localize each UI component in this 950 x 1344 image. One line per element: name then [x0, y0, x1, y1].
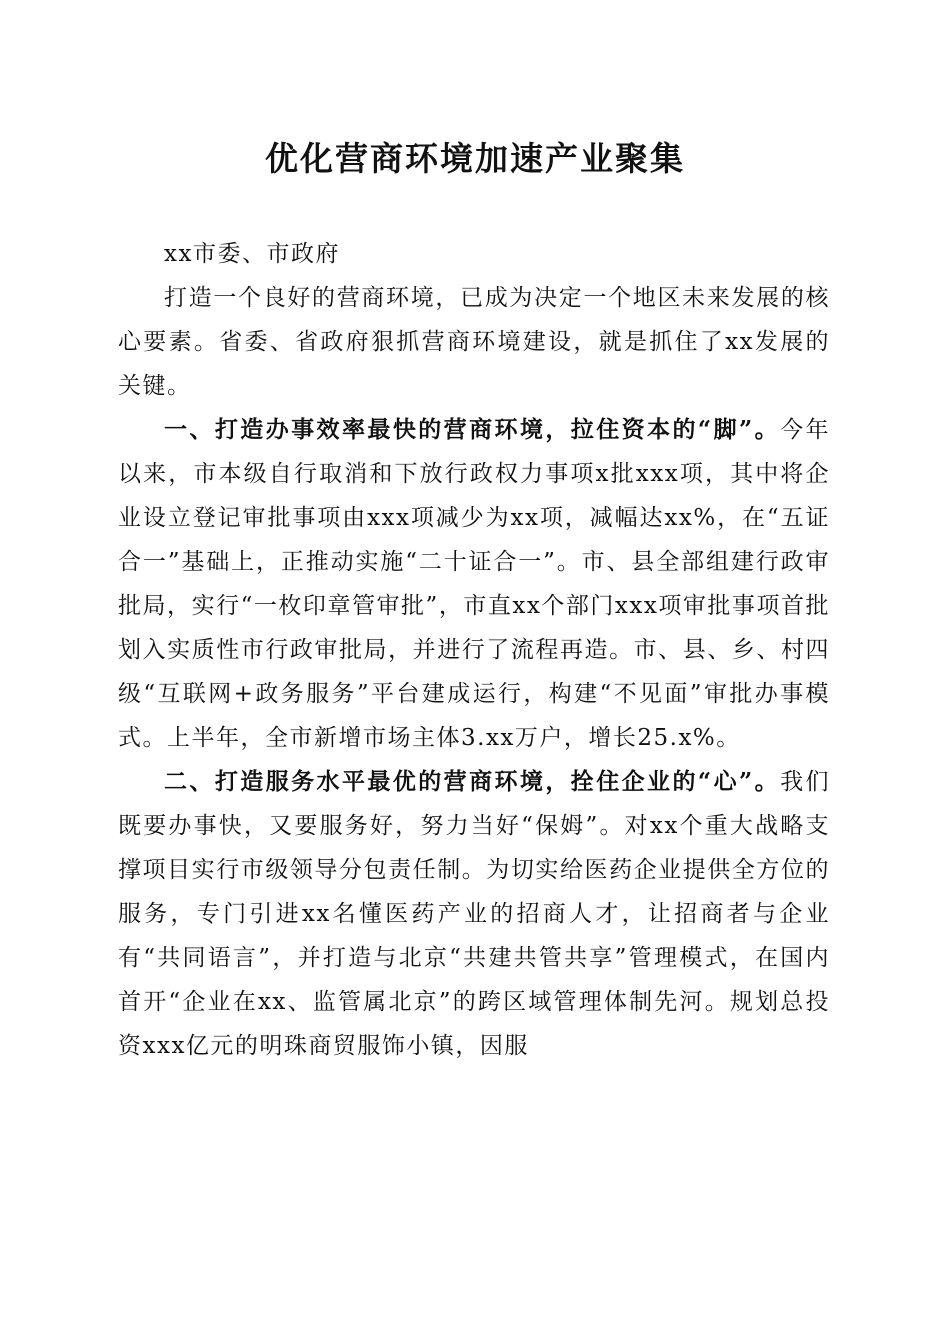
paragraph-section-one: [118, 408, 830, 760]
document-title: 优化营商环境加速产业聚集: [265, 139, 685, 178]
paragraph-intro: [118, 276, 830, 408]
section-two-heading: 二、打造服务水平最优的营商环境，拴住企业的“心”。: [164, 768, 781, 795]
author-line: xx市委、市政府: [164, 241, 340, 267]
paragraph-intro-text: 打造一个良好的营商环境，已成为决定一个地区未来发展的核心要素。省委、省政府狠抓营商环境建设，就是抓住了xx发展的关键。: [118, 285, 830, 399]
section-two-text: 我们既要办事快，又要服务好，努力当好“保姆”。对xx个重大战略支撑项目实行市级领导分包责任制。为切实给医药企业提供全方位的服务，专门引进xx名懂医药产业的招商人才，让招商者与企业有“共同语言”，并打造与北京“共建共管共享”管理模式，在国内首开“企业在xx、监管属北京”的跨区域管理体制先河。规划总投资xxx亿元的明珠商贸服饰小镇，因服: [118, 769, 831, 1059]
section-one-text: 今年以来，市本级自行取消和下放行政权力事项x批xxx项，其中将企业设立登记审批事项由xxx项减少为xx项，减幅达xx%，在“五证合一”基础上，正推动实施“二十证合一”。市、县全部组建行政审批局，实行“一枚印章管审批”，市直xx个部门xxx项审批事项首批划入实质性市行政审批局，并进行了流程再造。市、县、乡、村四级“互联网+政务服务”平台建成运行，构建“不见面”审批办事模式。上半年，全市新增市场主体3.xx万户，增长25.x%。: [118, 417, 831, 751]
document-body: [118, 232, 830, 1068]
section-one-heading: 一、打造办事效率最快的营商环境，拉住资本的“脚”。: [164, 416, 781, 443]
paragraph-section-two: [118, 760, 830, 1068]
